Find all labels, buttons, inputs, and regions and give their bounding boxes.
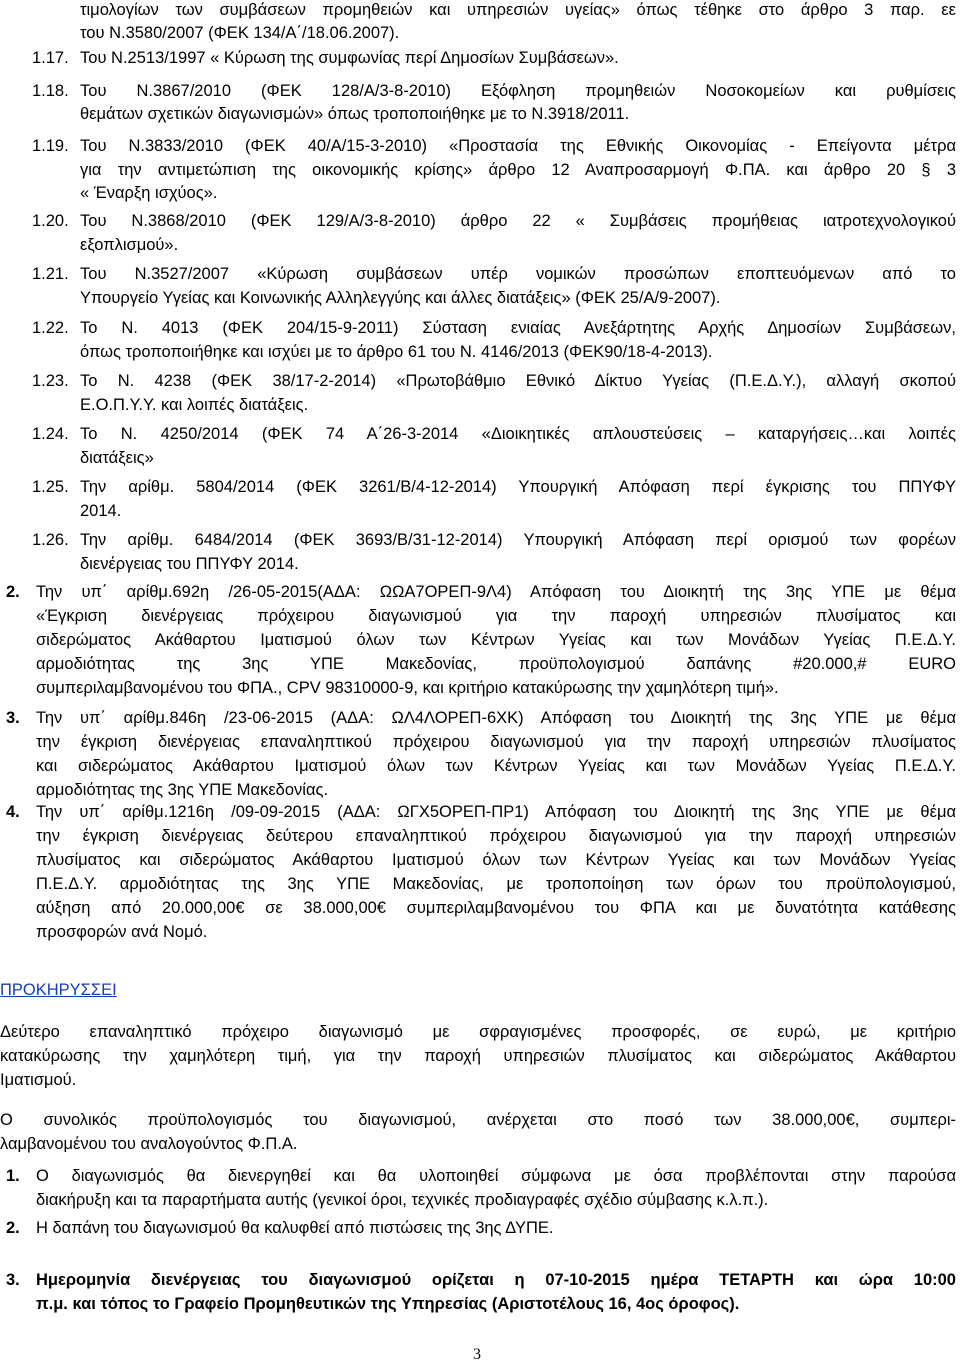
text-line: όπως τροποποιήθηκε και ισχύει με το άρθρο 61 του Ν. 4146/2013 (ΦΕΚ90/18-4-2013). <box>80 343 713 361</box>
text-line: Το Ν. 4013 (ΦΕΚ 204/15-9-2011) Σύσταση ενιαίας Ανεξάρτητης Αρχής Δημοσίων Συμβάσεων, <box>80 319 956 337</box>
text-line: προσφορών ανά Νομό. <box>36 923 208 941</box>
item-number: 1.25. <box>32 478 69 496</box>
text-line: Υπουργείο Υγείας και Κοινωνικής Αλληλεγγύης και άλλες διατάξεις» (ΦΕΚ 25/Α/9-2007). <box>80 289 721 307</box>
text-line: Του Ν.3833/2010 (ΦΕΚ 40/Α/15-3-2010) «Προστασία της Εθνικής Οικονομίας - Επείγοντα μέτρα <box>80 137 956 155</box>
text-line: Ιματισμού. <box>0 1071 77 1089</box>
text-line: του Ν.3580/2007 (ΦΕΚ 134/Α΄/18.06.2007). <box>80 24 400 42</box>
item-number: 1.24. <box>32 425 69 443</box>
item-number: 1.21. <box>32 265 69 283</box>
text-line: λαμβανομένου του αναλογούντος Φ.Π.Α. <box>0 1135 298 1153</box>
text-line: Την αρίθμ. 5804/2014 (ΦΕΚ 3261/Β/4-12-2014) Υπουργική Απόφαση περί έγκρισης του ΠΠΥΦΥ <box>80 478 956 496</box>
text-line: Του Ν.2513/1997 « Κύρωση της συμφωνίας περί Δημοσίων Συμβάσεων». <box>80 49 619 67</box>
text-line: «Έγκριση διενέργειας πρόχειρου διαγωνισμού για την παροχή υπηρεσιών πλυσίματος και <box>36 607 956 625</box>
text-line: Ημερομηνία διενέργειας του διαγωνισμού ορίζεται η 07-10-2015 ημέρα ΤΕΤΑΡΤΗ και ώρα 10:00 <box>36 1271 956 1289</box>
text-line: Την υπ΄ αρίθμ.846η /23-06-2015 (ΑΔΑ: ΩΛ4ΛΟΡΕΠ-6ΧΚ) Απόφαση του Διοικητή της 3ης ΥΠΕ με θέμα <box>36 709 956 727</box>
text-line: αύξηση από 20.000,00€ σε 38.000,00€ συμπεριλαμβανομένου του ΦΠΑ και με δυνατότητα κατάθεσης <box>36 899 956 917</box>
item-number: 2. <box>6 1219 20 1237</box>
text-line: Ο διαγωνισμός θα διενεργηθεί και θα υλοποιηθεί σύμφωνα με όσα προβλέπονται στην παρούσα <box>36 1167 956 1185</box>
text-line: Του Ν.3868/2010 (ΦΕΚ 129/Α/3-8-2010) άρθρο 22 « Συμβάσεις προμήθειας ιατροτεχνολογικού <box>80 212 956 230</box>
item-number: 3. <box>6 709 20 727</box>
text-line: Το Ν. 4238 (ΦΕΚ 38/17-2-2014) «Πρωτοβάθμιο Εθνικό Δίκτυο Υγείας (Π.Ε.Δ.Υ.), αλλαγή σκοπού <box>80 372 956 390</box>
text-line: διακήρυξη και τα παραρτήματα αυτής (γενικοί όροι, τεχνικές προδιαγραφές σχέδιο σύμβασης κ.λ.π.). <box>36 1191 769 1209</box>
text-line: την έγκριση διενέργειας επαναληπτικού πρόχειρου διαγωνισμού για την παροχή υπηρεσιών πλυσίματος <box>36 733 956 751</box>
text-line: εξοπλισμού». <box>80 236 179 254</box>
item-number: 3. <box>6 1271 20 1289</box>
text-line: πλυσίματος και σιδερώματος Ακάθαρτου Ιματισμού όλων των Κέντρων Υγείας και των Μονάδων Υγείας <box>36 851 956 869</box>
text-line: σιδερώματος Ακάθαρτου Ιματισμού όλων των Κέντρων Υγείας και των Μονάδων Υγείας Π.Ε.Δ.Υ. <box>36 631 956 649</box>
text-line: Την αρίθμ. 6484/2014 (ΦΕΚ 3693/Β/31-12-2014) Υπουργική Απόφαση περί ορισμού των φορέων <box>80 531 956 549</box>
item-number: 1. <box>6 1167 20 1185</box>
text-line: Η δαπάνη του διαγωνισμού θα καλυφθεί από πιστώσεις της 3ης ΔΥΠΕ. <box>36 1219 554 1237</box>
item-number: 1.26. <box>32 531 69 549</box>
text-line: αρμοδιότητας της 3ης ΥΠΕ Μακεδονίας. <box>36 781 329 799</box>
text-line: Το Ν. 4250/2014 (ΦΕΚ 74 Α΄26-3-2014 «Διοικητικές απλουστεύσεις – καταργήσεις…και λοιπές <box>80 425 956 443</box>
item-number: 1.19. <box>32 137 69 155</box>
text-line: π.μ. και τόπος το Γραφείο Προμηθευτικών της Υπηρεσίας (Αριστοτέλους 16, 4ος όροφος). <box>36 1295 740 1313</box>
text-line: και σιδερώματος Ακάθαρτου Ιματισμού όλων των Κέντρων Υγείας και των Μονάδων Υγείας Π.Ε.Δ.Υ. <box>36 757 956 775</box>
item-number: 1.18. <box>32 82 69 100</box>
text-line: θεμάτων σχετικών διαγωνισμών» όπως τροποποιήθηκε με το Ν.3918/2011. <box>80 105 630 123</box>
item-number: 1.17. <box>32 49 69 67</box>
item-number: 1.23. <box>32 372 69 390</box>
text-line: την έγκριση διενέργειας δεύτερου επαναληπτικού πρόχειρου διαγωνισμού για την παροχή υπηρεσιών <box>36 827 956 845</box>
text-line: Ο συνολικός προϋπολογισμός του διαγωνισμού, ανέρχεται στο ποσό των 38.000,00€, συμπερι- <box>0 1111 956 1129</box>
text-line: τιμολογίων των συμβάσεων προμηθειών και υπηρεσιών υγείας» όπως τέθηκε στο άρθρο 3 παρ. εε <box>80 1 956 19</box>
text-line: Του Ν.3867/2010 (ΦΕΚ 128/Α/3-8-2010) Εξόφληση προμηθειών Νοσοκομείων και ρυθμίσεις <box>80 82 956 100</box>
text-line: συμπεριλαμβανομένου του ΦΠΑ., CPV 98310000-9, και κριτήριο κατακύρωσης την χαμηλότερη τιμή». <box>36 679 779 697</box>
text-line: Την υπ΄ αρίθμ.692η /26-05-2015(ΑΔΑ: ΩΩΑ7ΟΡΕΠ-9Λ4) Απόφαση του Διοικητή της 3ης ΥΠΕ με θέμα <box>36 583 956 601</box>
proclaim-heading: ΠΡΟΚΗΡΥΣΣΕΙ <box>0 981 117 999</box>
text-line: κατακύρωσης την χαμηλότερη τιμή, για την παροχή υπηρεσιών πλυσίματος και σιδερώματος Ακάθαρτου <box>0 1047 956 1065</box>
text-line: Ε.Ο.Π.Υ.Υ. και λοιπές διατάξεις. <box>80 396 309 414</box>
text-line: για την αντιμετώπιση της οικονομικής κρίσης» άρθρο 12 Αναπροσαρμογή Φ.ΠΑ. και άρθρο 20 § 3 <box>80 161 956 179</box>
text-line: διενέργειας του ΠΠΥΦΥ 2014. <box>80 555 299 573</box>
item-number: 1.22. <box>32 319 69 337</box>
item-number: 4. <box>6 803 20 821</box>
text-line: Του Ν.3527/2007 «Κύρωση συμβάσεων υπέρ νομικών προσώπων εποπτευόμενων από το <box>80 265 956 283</box>
text-line: Π.Ε.Δ.Υ. αρμοδιότητας της 3ης ΥΠΕ Μακεδονίας, με τροποποίηση των όρων του προϋπολογισμού, <box>36 875 956 893</box>
text-line: αρμοδιότητας της 3ης ΥΠΕ Μακεδονίας, προϋπολογισμού δαπάνης #20.000,# EURO <box>36 655 956 673</box>
text-line: 2014. <box>80 502 122 520</box>
text-line: Την υπ΄ αρίθμ.1216η /09-09-2015 (ΑΔΑ: ΩΓΧ5ΟΡΕΠ-ΠΡ1) Απόφαση του Διοικητή της 3ης ΥΠΕ με θέμα <box>36 803 956 821</box>
text-line: διατάξεις» <box>80 449 154 467</box>
item-number: 1.20. <box>32 212 69 230</box>
text-line: Δεύτερο επαναληπτικό πρόχειρο διαγωνισμό με σφραγισμένες προσφορές, σε ευρώ, με κριτήριο <box>0 1023 956 1041</box>
text-line: « Έναρξη ισχύος». <box>80 184 218 202</box>
item-number: 2. <box>6 583 20 601</box>
page-number: 3 <box>473 1346 481 1363</box>
